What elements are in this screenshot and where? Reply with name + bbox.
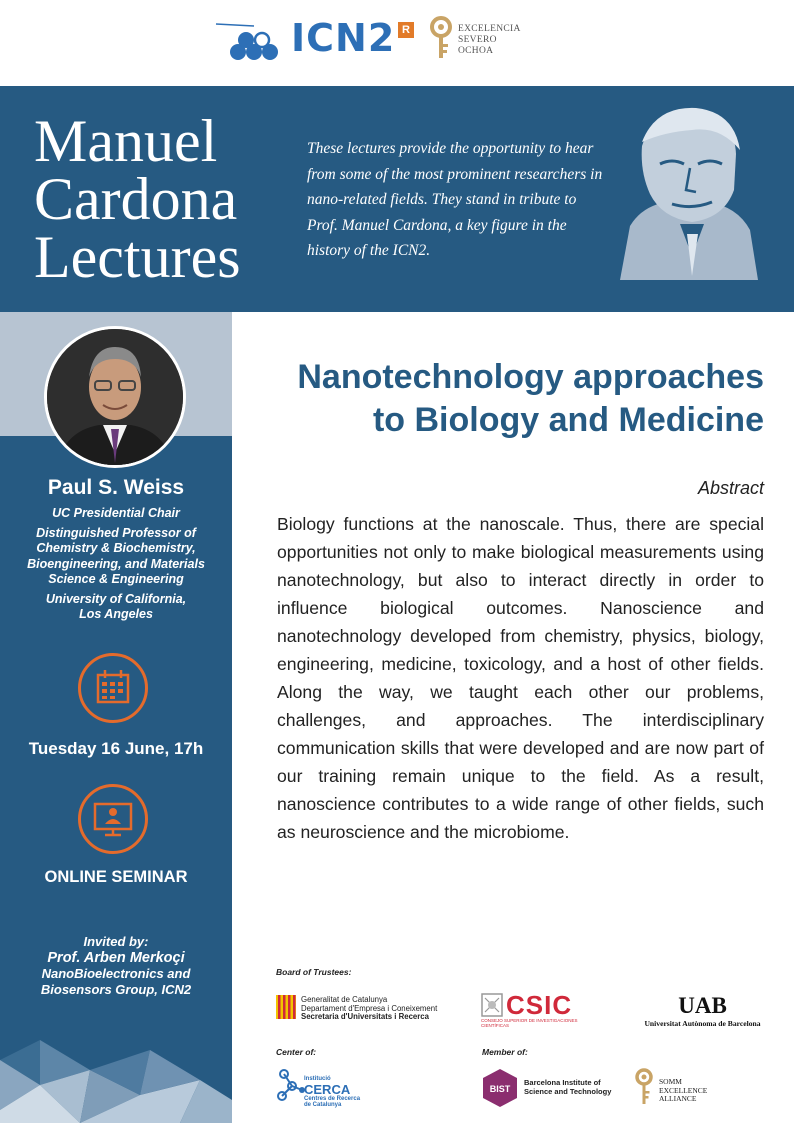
icn2-logo [214,18,424,62]
severo-ochoa-logo [430,16,540,66]
somm-logo [635,1068,735,1108]
board-of-trustees-label: Board of Trustees: [276,967,352,977]
uab-wordmark: UAB [678,993,727,1018]
uab-logo [630,993,775,1029]
somm-icon [635,1068,655,1108]
center-of-label: Center of: [276,1047,317,1057]
somm-text: SOMM EXCELLENCE ALLIANCE [659,1077,708,1103]
speaker-position: Distinguished Professor of Chemistry & Biochemistry, Bioengineering, and Materials Science & Engineering [27,525,205,586]
catalan-flag-icon [276,995,296,1019]
bist-mark-text: BIST [489,1084,511,1094]
invited-group: NanoBioelectronics and Biosensors Group, ICN2 [40,966,192,997]
calendar-icon [78,653,148,723]
severo-ochoa-icon [430,16,454,64]
online-seminar-icon [78,784,148,854]
csic-subtitle: CONSEJO SUPERIOR DE INVESTIGACIONES CIENTÍFICAS [481,1018,578,1028]
icn2-r-mark: R [398,22,414,38]
speaker-name: Paul S. Weiss [47,476,185,499]
invited-host: Prof. Arben Merkoçi [47,950,185,966]
icn2-molecule-icon [214,18,292,62]
series-description: These lectures provide the opportunity to hear from some of the most prominent researchers in nano-related fields. They stand in tribute to Prof. Manuel Cardona, a key figure in the history of the ICN2. [307,140,603,259]
member-of-label: Member of: [482,1047,528,1057]
cerca-logo [276,1066,366,1108]
csic-emblem-icon [481,992,503,1018]
speaker-chair: UC Presidential Chair [52,506,180,520]
speaker-institution: University of California, Los Angeles [45,591,187,621]
speaker-avatar-icon [47,329,183,465]
gencat-text: Generalitat de Catalunya Departament d'Empresa i Coneixement Secretaria d'Universitats i Recerca [301,995,438,1021]
manuel-cardona-portrait [612,106,762,286]
talk-title: Nanotechnology approaches to Biology and Medicine [297,358,764,439]
series-title: Manuel Cardona Lectures [34,108,241,290]
severo-ochoa-text: EXCELENCIA SEVERO OCHOA [458,24,521,56]
icn2-wordmark: ICN2 [291,16,396,60]
invited-by [0,934,232,998]
invited-label: Invited by: [83,934,149,949]
speaker-details [0,506,232,623]
speaker-photo [44,326,186,468]
bist-text: Barcelona Institute of Science and Technology [524,1078,612,1096]
bist-logo [482,1068,612,1108]
header [0,0,794,86]
series-banner [0,86,794,312]
event-date: Tuesday 16 June, 17h [28,739,204,758]
bist-hexagon-icon [482,1068,518,1108]
cerca-text: Institució CERCA Centres de Recerca de Catalunya [304,1076,361,1108]
csic-logo [481,990,601,1026]
decorative-triangles [0,1040,232,1123]
cerca-network-icon [276,1066,306,1106]
csic-wordmark: CSIC [506,990,573,1020]
abstract-heading: Abstract [697,478,764,498]
event-format: ONLINE SEMINAR [44,868,188,886]
uab-subtitle: Universitat Autònoma de Barcelona [644,1019,761,1028]
gencat-logo [276,995,446,1019]
abstract-text: Biology functions at the nanoscale. Thus, there are special opportunities not only to make biological measurements using nanotechnology, but also to interact directly in order to influence biological outcomes. Nanoscience and nanotechnology developed from chemistry, physics, biology, engineering, medicine, toxicology, and a host of other fields. Along the way, we taught each other our problems, challenges, and approaches. The interdisciplinary communication skills that were developed and are now part of our training remain unique to the field. As a result, nanoscience contributes to a wide range of other fields, such as neuroscience and the microbiome. [277,514,764,842]
